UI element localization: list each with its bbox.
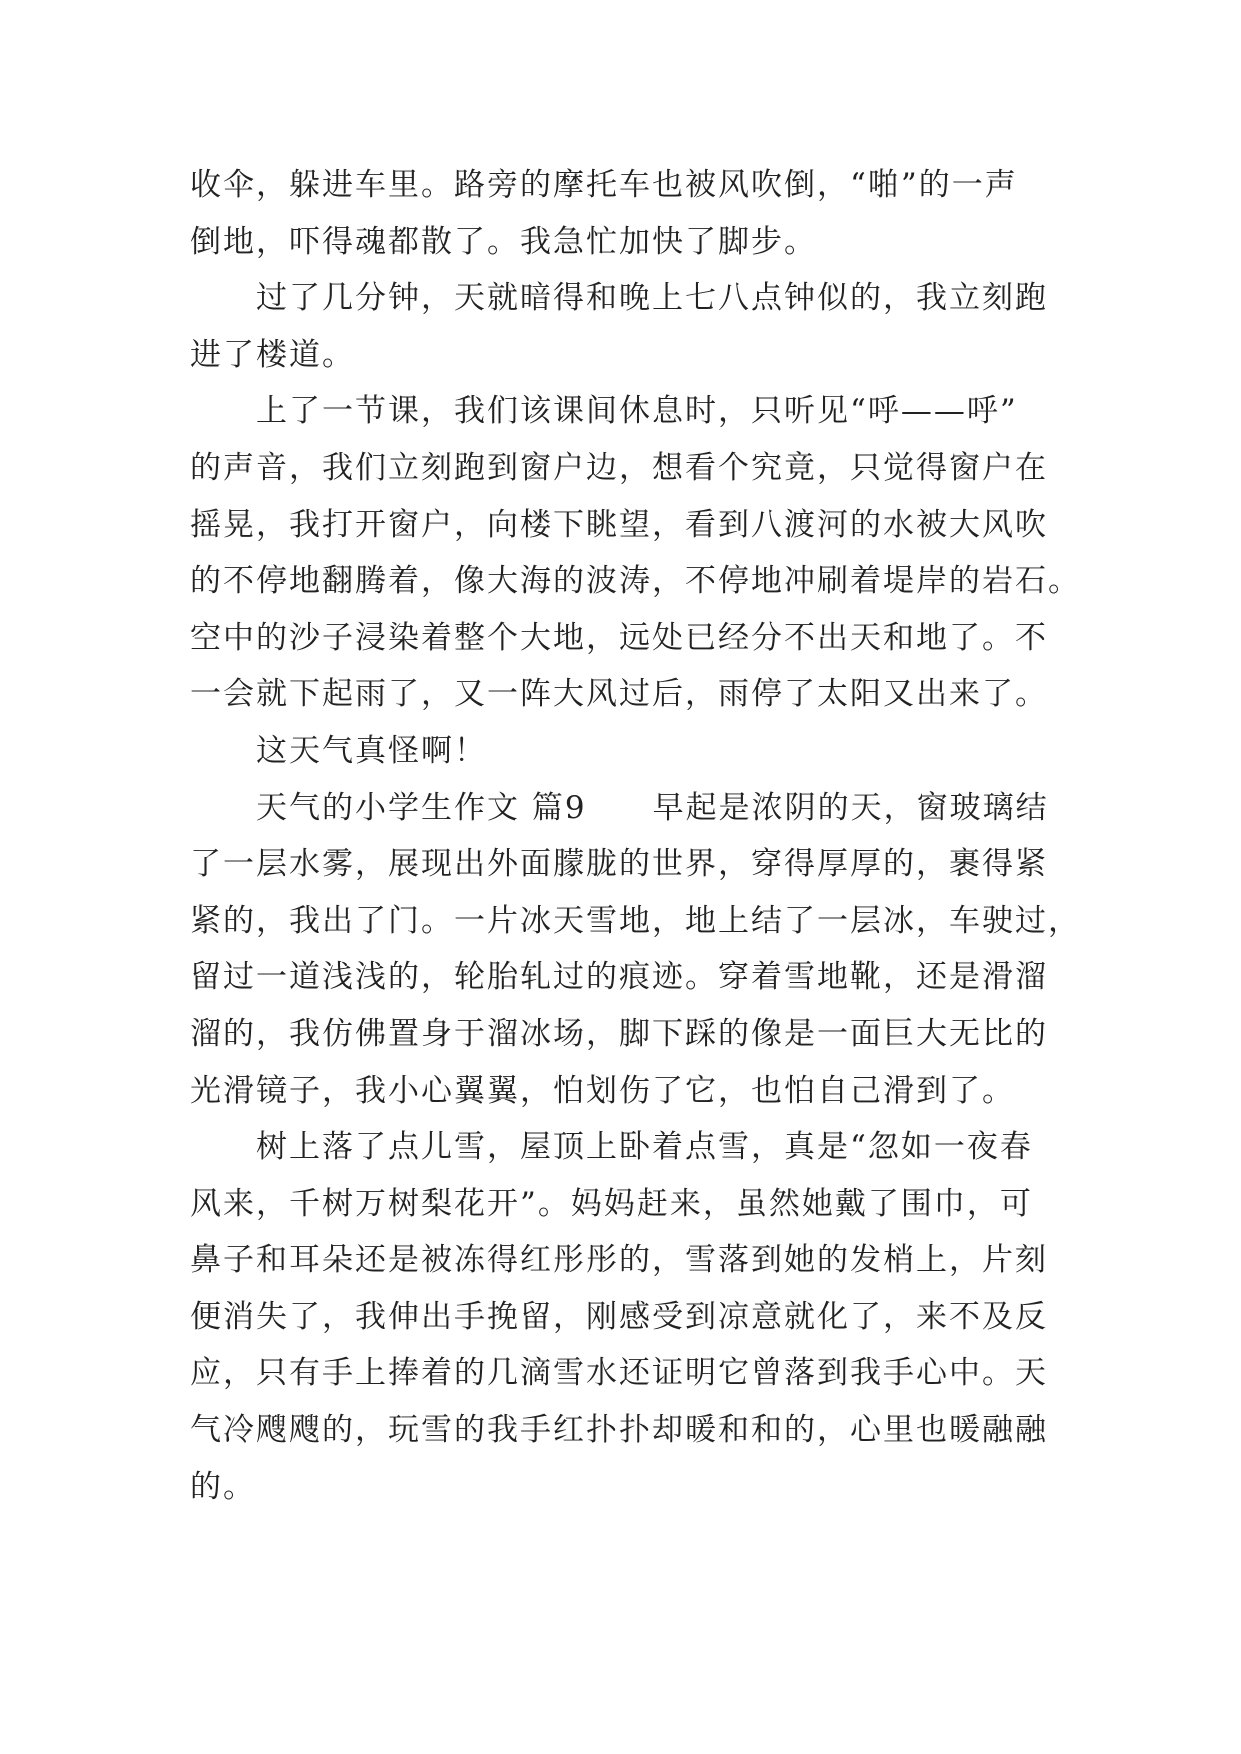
- text-line: 倒地，吓得魂都散了。我急忙加快了脚步。: [190, 223, 817, 260]
- text-line: 紧的，我出了门。一片冰天雪地，地上结了一层冰，车驶过，: [190, 902, 1081, 939]
- text-line: 上了一节课，我们该课间休息时，只听见“呼——呼”: [190, 393, 1018, 430]
- text-line: 的不停地翻腾着，像大海的波涛，不停地冲刷着堤岸的岩石。: [190, 563, 1081, 600]
- section-heading-line: 天气的小学生作文 篇9 早起是浓阴的天，窗玻璃结: [190, 789, 1049, 826]
- text-line: 气冷飕飕的，玩雪的我手红扑扑却暖和和的，心里也暖融融: [190, 1412, 1048, 1449]
- text-line: 一会就下起雨了，又一阵大风过后，雨停了太阳又出来了。: [190, 676, 1048, 713]
- text-line: 光滑镜子，我小心翼翼，怕划伤了它，也怕自己滑到了。: [190, 1072, 1015, 1109]
- text-line: 进了楼道。: [190, 336, 355, 373]
- essay-text: [190, 157, 1081, 1515]
- text-line: 溜的，我仿佛置身于溜冰场，脚下踩的像是一面巨大无比的: [190, 1015, 1048, 1052]
- text-line: 树上落了点儿雪，屋顶上卧着点雪，真是“忽如一夜春: [190, 1129, 1033, 1166]
- text-line: 鼻子和耳朵还是被冻得红彤彤的，雪落到她的发梢上，片刻: [190, 1242, 1048, 1279]
- text-line: 过了几分钟，天就暗得和晚上七八点钟似的，我立刻跑: [190, 280, 1048, 317]
- text-line: 便消失了，我伸出手挽留，刚感受到凉意就化了，来不及反: [190, 1298, 1048, 1335]
- text-line: 留过一道浅浅的，轮胎轧过的痕迹。穿着雪地靴，还是滑溜: [190, 959, 1048, 996]
- text-line: 风来，千树万树梨花开”。妈妈赶来，虽然她戴了围巾，可: [190, 1185, 1033, 1222]
- text-line: 空中的沙子浸染着整个大地，远处已经分不出天和地了。不: [190, 619, 1048, 656]
- text-line: 摇晃，我打开窗户，向楼下眺望，看到八渡河的水被大风吹: [190, 506, 1048, 543]
- text-line: 了一层水雾，展现出外面朦胧的世界，穿得厚厚的，裹得紧: [190, 846, 1048, 883]
- text-line: 的。: [190, 1468, 256, 1505]
- text-line: 的声音，我们立刻跑到窗户边，想看个究竟，只觉得窗户在: [190, 449, 1048, 486]
- text-line: 收伞，躲进车里。路旁的摩托车也被风吹倒，“啪”的一声: [190, 167, 1018, 203]
- text-line: 这天气真怪啊！: [190, 732, 487, 769]
- text-line: 应，只有手上捧着的几滴雪水还证明它曾落到我手心中。天: [190, 1355, 1048, 1392]
